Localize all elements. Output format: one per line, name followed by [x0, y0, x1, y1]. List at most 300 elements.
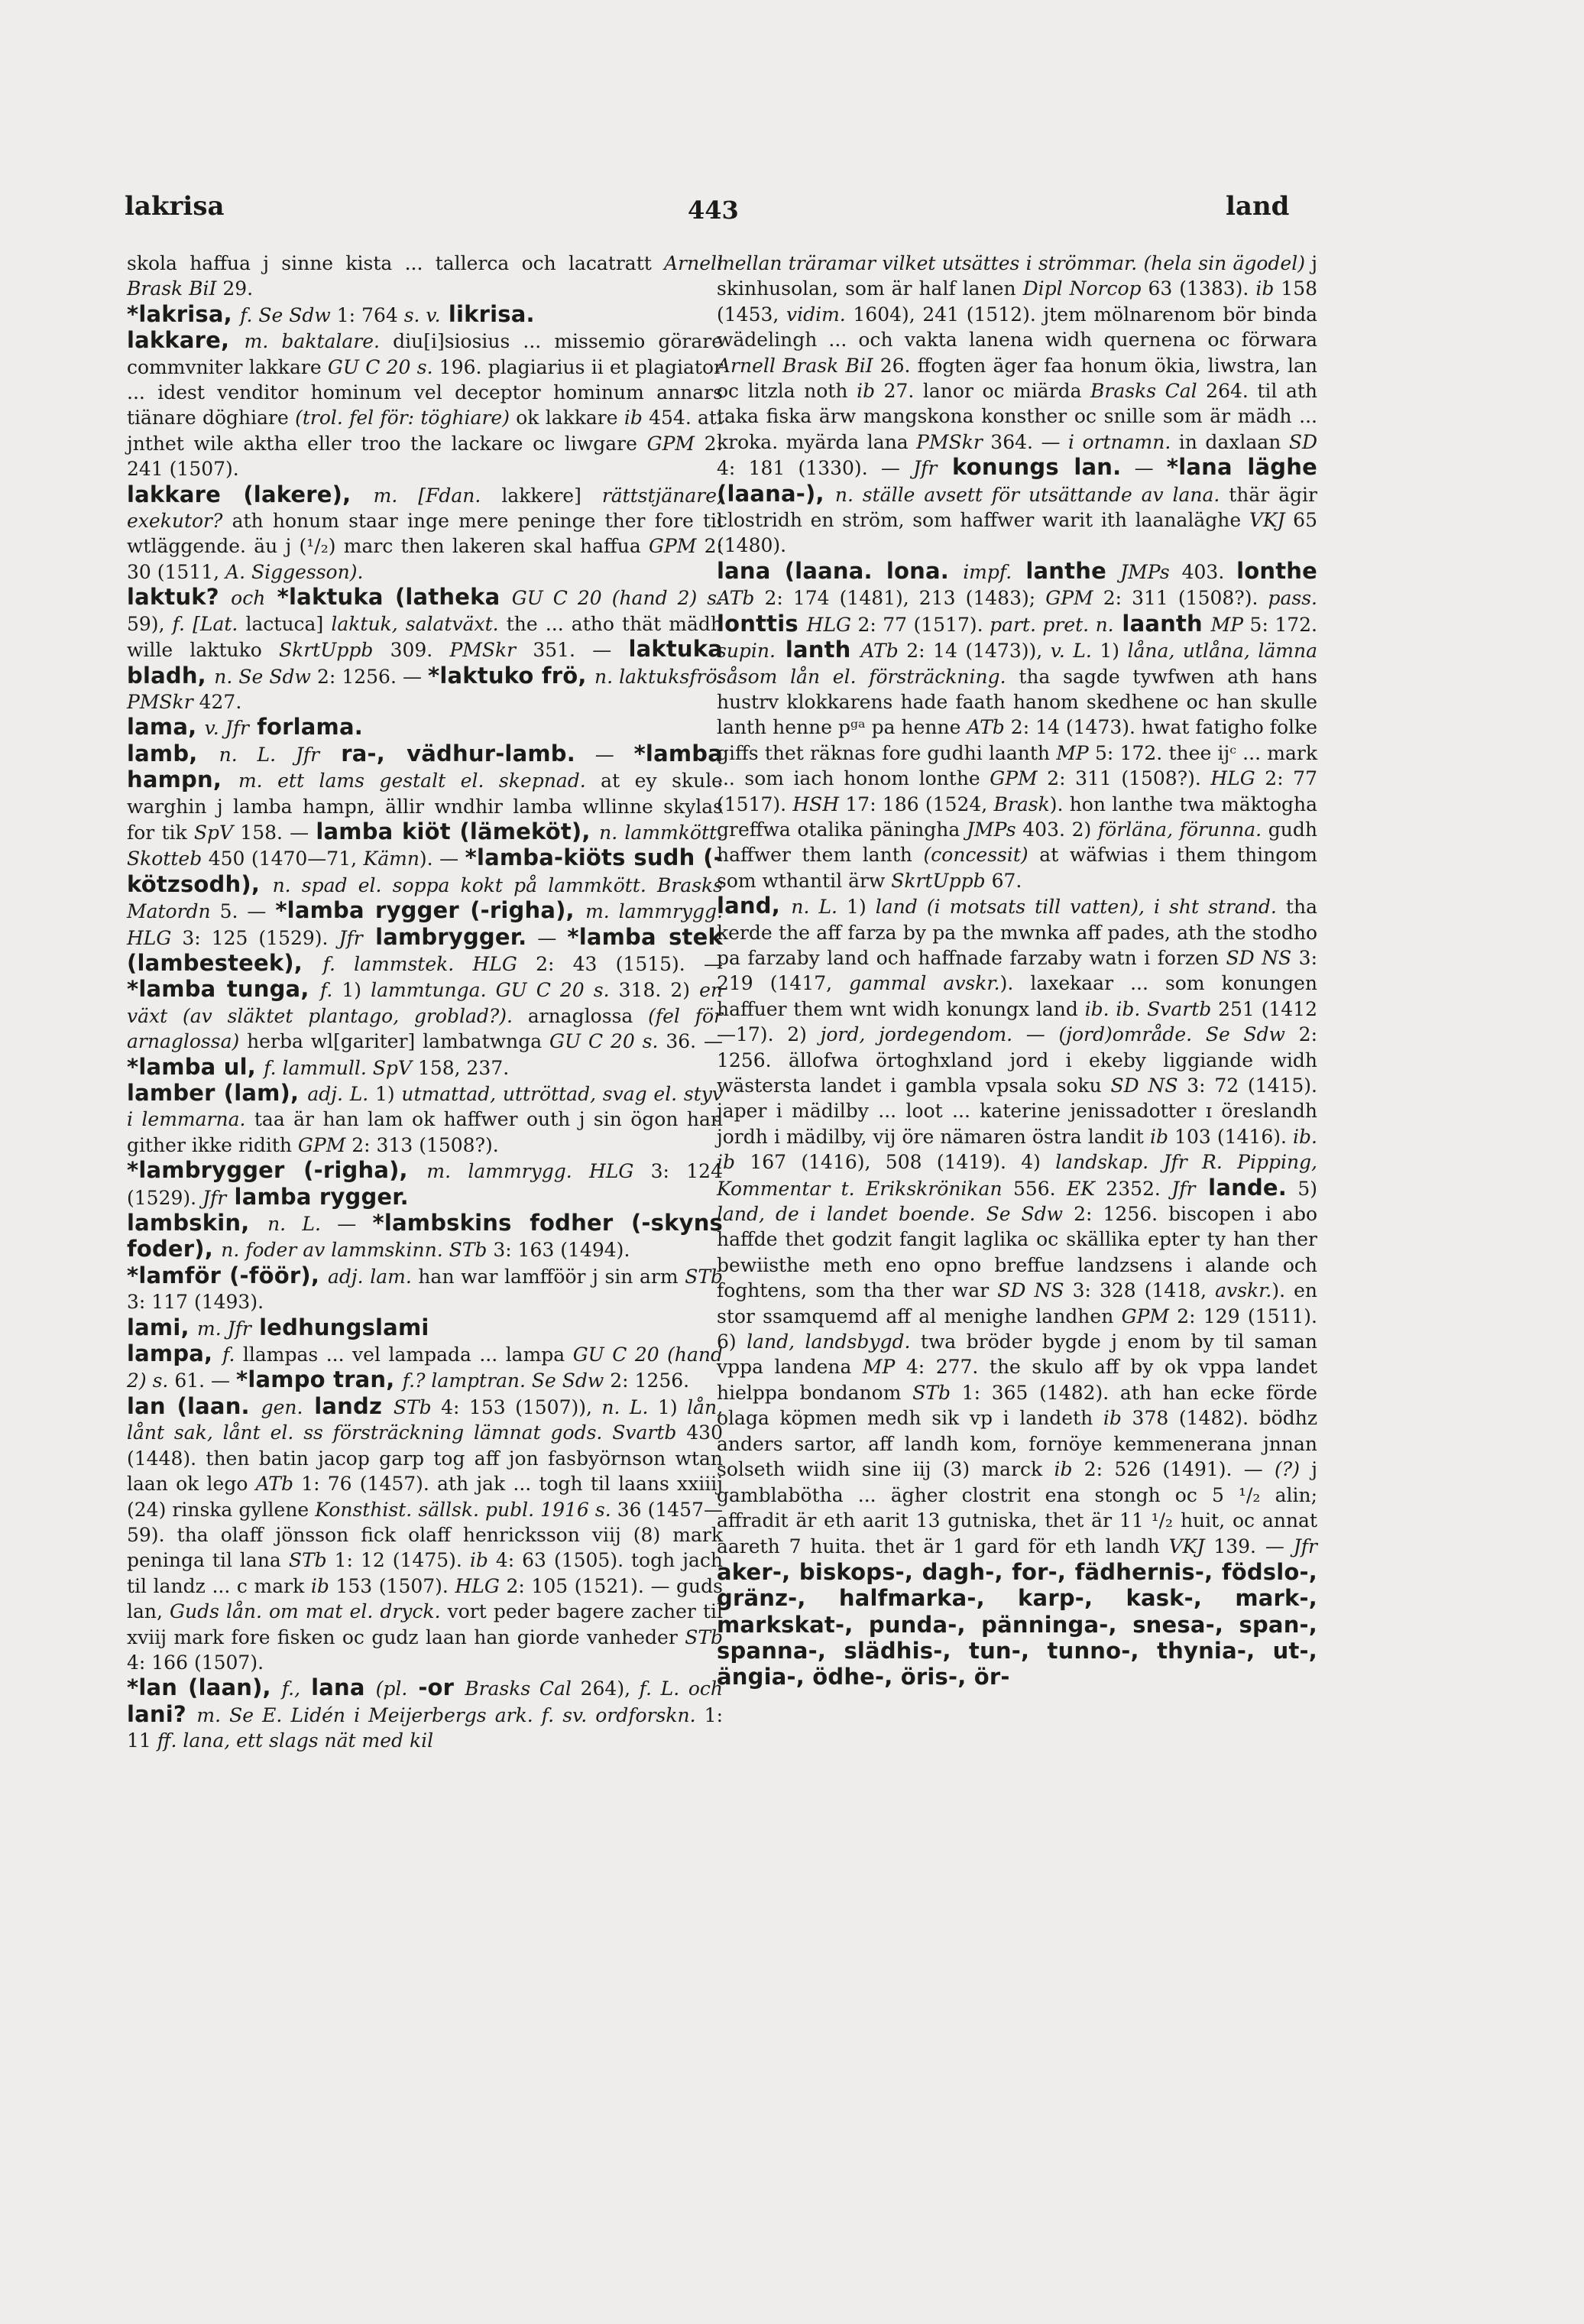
dictionary-entry [127, 715, 723, 741]
entry-text: 1: 11 [127, 1703, 723, 1752]
entry-italic-text: adj. L. [307, 1083, 369, 1105]
entry-italic-text: impf. [963, 560, 1012, 583]
entry-text: 2: 1256. [604, 1369, 690, 1392]
entry-headword: *laktuko frö, [428, 662, 594, 689]
entry-italic-text: v. Jfr [204, 717, 249, 740]
entry-text: — [526, 926, 568, 949]
entry-italic-text: GPM [1045, 587, 1093, 610]
entry-italic-text: f. [222, 1344, 235, 1366]
entry-text: 450 (1470—71, [202, 848, 364, 870]
entry-italic-text: Brasks Cal [465, 1677, 572, 1700]
entry-text: ). laxekaar ... som konungen haffuer them wnt widh konungx land [717, 972, 1318, 1020]
entry-italic-text: m. baktalare. [244, 330, 381, 353]
dictionary-entry [127, 741, 723, 1081]
entry-text: 153 (1507). [329, 1574, 455, 1597]
entry-headword: lamber (lam), [127, 1080, 308, 1106]
entry-italic-text: ib [1054, 1458, 1073, 1481]
entry-italic-text: GPM [1121, 1305, 1169, 1327]
entry-italic-text: n. spad el. soppa kokt på lammkött. Brasks Matordn [127, 874, 723, 923]
entry-text: at ey skule warghin j lamba hampn, ällir wndhir lamba wllinne skylas for tik [127, 770, 723, 844]
dictionary-entry [127, 1341, 723, 1394]
entry-italic-text: f., [281, 1677, 301, 1700]
entry-text: 103 (1416). [1168, 1125, 1294, 1148]
entry-headword: *lana läghe (laana-), [717, 454, 1317, 507]
entry-text: 4: 277. the skulo aff by ok vppa landet hielppa bondanom [717, 1356, 1318, 1404]
entry-italic-text: jord, jordegendom. — (jord)område. Se Sdw [820, 1023, 1285, 1046]
entry-italic-text: Jfr [1293, 1535, 1317, 1558]
entry-italic-text: landskap. Jfr R. Pipping, Kommentar t. Erikskrönikan [717, 1151, 1317, 1200]
dictionary-entry [127, 251, 723, 302]
entry-text: 251 (1412—17). 2) [717, 997, 1317, 1046]
entry-text: 378 (1482). bödhz anders sartor, aff landh kom, fornöye kemmenerana jnnan solseth wiidh sine iij (3) marck [717, 1407, 1317, 1481]
entry-italic-text: utmattad, uttröttad, svag el. styv i lemmarna. [127, 1083, 724, 1131]
entry-headword: lama, [127, 714, 205, 741]
entry-italic-text: land, de i landet boende. Se Sdw [717, 1203, 1064, 1226]
entry-text: arnaglossa [513, 1004, 649, 1027]
entry-italic-text: STb [288, 1549, 327, 1572]
entry-italic-text: PMSkr [449, 639, 517, 662]
entry-italic-text: PMSkr [916, 430, 983, 453]
entry-text: 1: 365 (1482). ath han ecke förde olaga köpmen medh sik vp i landeth [717, 1381, 1317, 1430]
dictionary-entry [127, 302, 723, 328]
entry-italic-text: (trol. fel för: töghiare) [295, 407, 510, 429]
entry-headword: laktuka bladh, [127, 636, 723, 689]
entry-text: 2: 241 (1507). [127, 432, 723, 481]
entry-headword: land, [717, 893, 792, 919]
dictionary-entry [127, 585, 723, 715]
entry-headword: *lampo tran, [236, 1366, 403, 1393]
right-column [717, 251, 1317, 1691]
entry-headword: *lamba rygger (-righa), [275, 897, 586, 924]
entry-italic-text: ib [310, 1574, 329, 1597]
entry-italic-text: (pl. [375, 1677, 408, 1700]
entry-text: 2: 526 (1491). — [1072, 1458, 1275, 1481]
entry-text: 1) [1091, 640, 1128, 663]
dictionary-entry [127, 1081, 723, 1158]
entry-italic-text: SD NS [997, 1279, 1064, 1302]
entry-text: 264. til ath taka fiska ärw mangskona konsther oc snille som är mädh ... kroka. myärda lana [717, 380, 1317, 453]
entry-italic-text: avskr. [1215, 1279, 1272, 1302]
entry-italic-text: land (i motsats till vatten), i sht strand. [875, 896, 1277, 919]
entry-headword: -or [407, 1674, 465, 1701]
entry-text: 27. lanor oc miärda [875, 380, 1091, 403]
entry-text: lactuca] [238, 612, 332, 635]
entry-text: 4: 153 (1507)), [431, 1395, 602, 1418]
entry-headword: lan (laan. [127, 1392, 261, 1419]
entry-headword: likrisa. [440, 300, 535, 327]
entry-italic-text: Arnell Brask BiI [127, 252, 723, 300]
entry-italic-text: m. lammrygg. HLG [127, 900, 723, 949]
entry-italic-text: ib [1103, 1407, 1122, 1430]
entry-italic-text: GPM [990, 767, 1038, 790]
entry-text: ). hon lanthe twa mäktogha greffwa otalika päningha [717, 792, 1318, 841]
entry-text: 3: 163 (1494). [487, 1239, 630, 1262]
dictionary-entry [127, 1158, 723, 1211]
entry-headword: laanth [1113, 610, 1211, 637]
entry-headword: konungs lan. [937, 454, 1122, 481]
entry-text: 2: 43 (1515). — [517, 952, 723, 975]
entry-italic-text: EK [1066, 1177, 1095, 1200]
entry-italic-text: GPM [649, 535, 697, 558]
entry-italic-text: gammal avskr. [849, 972, 1000, 995]
entry-italic-text: ib [469, 1549, 488, 1572]
entry-text: — [320, 1213, 373, 1236]
entry-italic-text: n. L. [601, 1395, 649, 1418]
entry-italic-text: SD NS [1110, 1074, 1178, 1097]
entry-text: 2: 311 (1508?). [1037, 767, 1211, 790]
entry-text: 1) [368, 1083, 402, 1105]
entry-text: tha sagde tywfwen ath hans hustrv klokkarens hade faath hanom skedhene oc han skulle lanth henne pᵍᵃ pa henne [717, 665, 1317, 739]
entry-text: 17: 186 (1524, [839, 792, 994, 815]
entry-italic-text: n. L. [791, 896, 837, 919]
left-column [127, 251, 723, 1754]
entry-text: 5: 172. thee ijᶜ ... mark ... som iach honom lonthe [717, 741, 1317, 790]
entry-text: 351. — [516, 639, 629, 662]
entry-text: 364. — [982, 430, 1068, 453]
entry-italic-text: HSH [792, 792, 840, 815]
entry-headword: aker-, biskops-, dagh-, for-, fädhernis-, födslo-, gränz-, halfmarka-, karp-, kask-, mark-, markskat-, punda-, pänninga-, snesa-, span-, spanna-, slädhis-, tun-, tunno-, thynia-, ut-, ängia-, ödhe-, öris-, ör- [717, 1558, 1317, 1690]
entry-headword: forlama. [248, 714, 363, 741]
entry-italic-text: VKJ [1168, 1535, 1205, 1558]
dictionary-entry [127, 1315, 723, 1341]
entry-italic-text: SD NS [1226, 946, 1292, 969]
entry-italic-text: STb [393, 1395, 432, 1418]
entry-italic-text: VKJ [1249, 509, 1285, 532]
entry-headword: lana [300, 1674, 376, 1701]
entry-text: 2: 14 (1473)), [898, 640, 1051, 663]
entry-text: diu[i]siosius ... missemio görare commvniter lakkare [127, 330, 723, 378]
entry-headword: lani? [127, 1700, 197, 1727]
entry-headword: *lamba stek (lambesteek), [127, 923, 723, 976]
entry-italic-text: GU C 20 (hand 2) s. [511, 587, 724, 610]
entry-text: 65 (1480). [717, 509, 1317, 557]
entry-italic-text: GPM [646, 432, 695, 455]
entry-text: 1) [332, 979, 371, 1002]
entry-italic-text: rättstjänare, exekutor? [127, 484, 723, 533]
entry-italic-text: en växt (av släktet plantago, groblad?). [127, 979, 724, 1027]
entry-text: 318. 2) [609, 979, 700, 1002]
entry-headword: *lakrisa, [127, 300, 241, 327]
entry-text: 4: 181 (1330). — [717, 457, 914, 480]
entry-italic-text: A. Siggesson). [225, 560, 364, 583]
entry-headword: lambrygger. [362, 923, 527, 950]
entry-italic-text: ib [1149, 1125, 1168, 1148]
entry-italic-text: f.? lamptran. Se Sdw [402, 1369, 604, 1392]
entry-text: 2: 313 (1508?). [345, 1133, 499, 1156]
entry-text: 59), [127, 612, 173, 635]
entry-text: 454. ati jnthet wile aktha eller troo the lackare oc liwgare [127, 407, 723, 455]
entry-headword: *lamba ul, [127, 1053, 264, 1080]
entry-text: 26. ffogten äger faa honum ökia, liwstra, lan oc litzla noth [717, 354, 1317, 403]
entry-italic-text: Brask [993, 792, 1050, 815]
entry-italic-text: ib [857, 380, 876, 403]
entry-italic-text: STb [912, 1381, 951, 1404]
entry-text: 5) [1286, 1177, 1318, 1200]
entry-text: 2: 1256. — [310, 665, 428, 688]
entry-text: 3: 219 (1417, [717, 946, 1317, 995]
entry-italic-text: f. L. och [639, 1677, 723, 1700]
entry-text: taa är han lam ok haffwer outh j sin ögon han gither ikke ridith [127, 1108, 723, 1156]
entry-italic-text: Konsthist. sällsk. publ. 1916 s. [315, 1498, 611, 1521]
entry-italic-text: ib [1255, 277, 1275, 300]
entry-headword: *lamba hampn, [127, 740, 723, 793]
entry-headword: lanthe [1012, 557, 1121, 584]
entry-text: — [1121, 457, 1167, 480]
entry-text: 2: 1256. biscopen i abo haffde thet godzit fangit laglika oc skällika epter ty han ther bewiisthe meth eno opno breffue landzsens i alande och foghtens, som tha ther war [717, 1203, 1317, 1302]
dictionary-entry [127, 482, 723, 585]
entry-text: in daxlaan [1171, 430, 1289, 453]
entry-italic-text: n. ställe avsett för utsättande av lana. [834, 483, 1220, 506]
entry-text: 1: 76 (1457). ath jak ... togh til laans xxiiij (24) rinska gyllene [127, 1473, 723, 1521]
entry-italic-text: STb [685, 1626, 723, 1648]
entry-italic-text: s. v. [403, 303, 441, 326]
entry-italic-text: supin. [717, 640, 776, 663]
entry-text: 3: 125 (1529). [171, 926, 339, 949]
entry-headword: lami, [127, 1314, 197, 1340]
entry-italic-text: lammtunga. GU C 20 s. [371, 979, 610, 1002]
entry-headword: *lamför (-föör), [127, 1262, 329, 1288]
entry-italic-text: ib [624, 407, 643, 429]
entry-text: 2: 311 (1508?). [1093, 587, 1268, 610]
entry-italic-text: adj. lam. [328, 1265, 412, 1288]
entry-text: at wäfwias i them thingom som wthantil ärw [717, 844, 1317, 892]
entry-headword: *laktuka (latheka [265, 584, 512, 611]
entry-text: the ... atho thät mädh wille laktuko [127, 612, 723, 662]
entry-text: — [575, 743, 634, 766]
entry-italic-text: f. lammull. SpV [264, 1056, 412, 1079]
entry-italic-text: Brasks Cal [1090, 380, 1197, 403]
entry-italic-text: STb [685, 1265, 724, 1288]
dictionary-entry [717, 893, 1317, 1691]
entry-italic-text: ATb [967, 716, 1005, 739]
entry-italic-text: land, landsbygd. [747, 1331, 911, 1353]
entry-headword: *lamba tunga, [127, 976, 320, 1003]
left-headword: lakrisa [125, 191, 225, 222]
entry-headword: lakkare, [127, 327, 245, 354]
entry-headword: *lambskins fodher (-skyns foder), [127, 1210, 723, 1262]
entry-text: skola haffua j sinne kista ... tallerca och lacatratt [127, 252, 665, 274]
entry-text: 158, 237. [411, 1056, 510, 1079]
dictionary-entry [717, 251, 1317, 559]
entry-headword: lambskin, [127, 1210, 268, 1237]
entry-text: 2: 77 (1517). [851, 613, 990, 636]
entry-italic-text: m. lammrygg. HLG [426, 1160, 634, 1183]
entry-italic-text: part. pret. n. [990, 613, 1114, 636]
entry-text: herba wl[gariter] lambatwnga [239, 1030, 550, 1053]
entry-headword: lande. [1195, 1174, 1287, 1201]
entry-text: twa bröder bygde j enom by til saman vppa landena [717, 1331, 1317, 1379]
entry-text: 3: 72 (1415). japer i mädilby ... loot ... katerine jenissadotter ɪ öreslandh jordh i mädilby, vij öre nämaren östra landit [717, 1074, 1317, 1148]
entry-text: 29. [216, 277, 254, 300]
entry-italic-text: Kämn [363, 848, 419, 870]
entry-italic-text: SD [1288, 430, 1317, 453]
entry-italic-text: GU C 20 (hand 2) s. [127, 1344, 724, 1392]
entry-italic-text: Jfr [339, 926, 363, 949]
dictionary-entry [127, 1263, 723, 1315]
entry-text: 67. [985, 869, 1022, 892]
entry-text: 139. — [1204, 1535, 1294, 1558]
entry-text: 309. [373, 639, 450, 662]
entry-text: 36 (1457—59). tha olaff jönsson fick olaff henricksson viij (8) mark peninga til lana [127, 1498, 723, 1572]
entry-italic-text: (?) [1275, 1458, 1300, 1481]
entry-italic-text: ib. ib [717, 1125, 1317, 1174]
entry-headword: *lambrygger (-righa), [127, 1157, 427, 1184]
entry-italic-text: gen. [261, 1395, 303, 1418]
entry-italic-text: GU C 20 s. [549, 1030, 659, 1053]
entry-text: 430 (1448). then batin jacop garp tog aff jon fasbyörnson wtan laan ok lego [127, 1421, 723, 1496]
entry-headword: landz [303, 1392, 394, 1419]
entry-text: 3: 328 (1418, [1064, 1279, 1216, 1302]
entry-headword: lamba rygger. [226, 1183, 409, 1210]
entry-headword: laktuk? [127, 584, 232, 611]
entry-text: tha kerde the aff farza by pa the mwnka aff pades, ath the stodho pa farzaby land och haffnade farzaby watn i forzen [717, 896, 1317, 969]
entry-headword: lakkare (lakere), [127, 481, 374, 507]
entry-italic-text: MP [862, 1356, 896, 1379]
entry-text: 1: 12 (1475). [326, 1549, 470, 1572]
entry-text: 556. [1002, 1177, 1067, 1200]
entry-italic-text: mellan träramar vilket utsättes i strömmar. (hela sin ägodel) [717, 252, 1305, 274]
entry-italic-text: Jfr [202, 1186, 227, 1209]
entry-italic-text: m. [Fdan. [373, 484, 481, 507]
entry-italic-text: ATb [255, 1473, 293, 1496]
entry-text: 167 (1416), 508 (1419). 4) [735, 1151, 1056, 1174]
entry-italic-text: Jfr [913, 457, 938, 480]
entry-text: 1) [837, 896, 876, 919]
entry-italic-text: lån, lånt sak, lånt el. ss försträckning lämnat gods. Svartb [127, 1395, 724, 1444]
entry-headword: lana (laana. lona. [717, 557, 964, 584]
entry-headword: lamb, [127, 740, 219, 767]
entry-text: j gamblabötha ... ägher clostrit ena stongh oc 5 ¹/₂ alin; affradit är eth aarit 13 gutniska, thet är 11 ¹/₂ huit, oc annat aareth 7 huita. thet är 1 gard för eth landh [717, 1458, 1317, 1558]
entry-text: 5. — [210, 900, 276, 923]
entry-headword: *lan (laan), [127, 1674, 282, 1701]
entry-text: vort peder bagere zacher til xviij mark fore fisken oc gudz laan han giorde vanheder [127, 1600, 723, 1648]
dictionary-entry [127, 328, 723, 481]
entry-italic-text: MP [1210, 613, 1244, 636]
entry-italic-text: och [231, 587, 266, 610]
entry-text: 2: 105 (1521). — guds lan, [127, 1574, 723, 1623]
entry-text: llampas ... vel lampada ... lampa [235, 1344, 573, 1366]
entry-italic-text: (concessit) [923, 844, 1028, 867]
entry-italic-text: v. L. [1050, 640, 1092, 663]
entry-text: gudh haffwer them lanth [717, 818, 1317, 867]
entry-text: han war lamfföör j sin arm [411, 1265, 685, 1288]
entry-text: lakkere] [481, 484, 602, 507]
entry-italic-text: Arnell Brask BiI [717, 354, 873, 377]
entry-text: 2: 174 (1481), 213 (1483); [754, 587, 1046, 610]
dictionary-entry [717, 559, 1317, 893]
entry-headword: lonthe [1236, 557, 1318, 584]
entry-text: 5: 172. [1243, 613, 1317, 636]
entry-italic-text: laktuk, salatväxt. [331, 612, 499, 635]
entry-italic-text: ib. ib. Svartb [1084, 997, 1212, 1020]
entry-italic-text: Dipl Norcop [1022, 277, 1142, 300]
entry-italic-text: JMPs [966, 818, 1016, 841]
entry-italic-text: ATb [860, 640, 899, 663]
dictionary-entry [127, 1394, 723, 1675]
entry-italic-text: n. laktuksfrö. PMSkr [127, 665, 724, 713]
entry-text: 1: 764 [330, 303, 404, 326]
entry-text: 403. 2) [1016, 818, 1098, 841]
entry-text: 403. [1169, 560, 1237, 583]
entry-headword: lonttis [717, 610, 807, 637]
entry-italic-text: n. L. [267, 1213, 321, 1236]
entry-italic-text: förläna, förunna. [1097, 818, 1262, 841]
entry-headword: lamba kiöt (lämeköt), [316, 818, 600, 844]
entry-text: 1604), 241 (1512). jtem mölnarenom bör binda wädelingh ... och vakta lanena widh quernena oc förwara [717, 303, 1317, 352]
entry-headword: ra-, vädhur-lamb. [319, 740, 575, 767]
entry-headword: lanth [775, 637, 861, 663]
entry-italic-text: HLG [1210, 767, 1255, 790]
entry-italic-text: m. Jfr [196, 1317, 251, 1340]
entry-text: ). en stor ssamquemd aff al menighe landhen [717, 1279, 1318, 1327]
entry-italic-text: m. ett lams gestalt el. skepnad. [238, 770, 586, 792]
entry-text: j skinhusolan, som är half lanen [717, 252, 1318, 300]
entry-italic-text: HLG [455, 1574, 500, 1597]
entry-italic-text: n. foder av lammskinn. STb [221, 1239, 488, 1262]
entry-text: ath honum staar inge mere peninge ther fore til wtläggende. äu j (¹/₂) marc then lakeren skal haffua [127, 510, 723, 558]
entry-text: 2: 77 (1517). [717, 767, 1317, 815]
right-headword: land [1226, 191, 1290, 222]
entry-italic-text: SkrtUppb [279, 639, 374, 662]
entry-text: ). — [419, 848, 465, 870]
entry-text: 2: 129 (1511). 6) [717, 1305, 1317, 1353]
entry-text: 2352. [1094, 1177, 1172, 1200]
entry-italic-text: i ortnamn. [1067, 430, 1171, 453]
entry-text: 196. plagiarius ii et plagiator ... idest venditor hominum vel deceptor hominum annars tiänare döghiare [127, 355, 723, 429]
dictionary-entry [127, 1211, 723, 1263]
page-number: 443 [688, 196, 739, 225]
entry-italic-text: Jfr [1171, 1177, 1196, 1200]
entry-text: 2: 14 (1473). hwat fatigho folke giffs thet räknas fore gudhi laanth [717, 716, 1317, 764]
entry-italic-text: GPM [297, 1133, 346, 1156]
entry-italic-text: SpV [193, 821, 234, 844]
entry-italic-text: pass. [1268, 587, 1317, 610]
entry-italic-text: f. Se Sdw [240, 303, 331, 326]
entry-italic-text: GU C 20 s. [327, 355, 433, 378]
entry-italic-text: f. [Lat. [172, 612, 238, 635]
entry-headword: *lamba-kiöts sudh (-kötzsodh), [127, 844, 723, 897]
entry-text: 2: 30 (1511, [127, 535, 723, 583]
entry-italic-text: MP [1056, 741, 1089, 764]
entry-text: 4: 166 (1507). [127, 1651, 264, 1674]
entry-italic-text: Guds lån. om mat el. dryck. [170, 1600, 441, 1623]
page-header [0, 191, 1584, 225]
entry-text: 3: 117 (1493). [127, 1291, 264, 1314]
entry-italic-text: (fel för arnaglossa) [127, 1004, 724, 1053]
entry-text: 61. — [168, 1369, 236, 1392]
entry-italic-text: SkrtUppb [891, 869, 986, 892]
entry-text: 427. [193, 690, 242, 713]
entry-text: 4: 63 (1505). togh jach til landz ... c mark [127, 1549, 723, 1597]
entry-text: 2: 1256. ällofwa örtoghxland jord i ekeby liggiande widh wästersta landet i gambla vpsala soku [717, 1023, 1317, 1097]
entry-text: 158 (1453, [717, 277, 1318, 326]
entry-text: 36. — [658, 1030, 723, 1053]
entry-italic-text: n. Se Sdw [214, 665, 311, 688]
dictionary-entry [127, 1675, 723, 1753]
entry-italic-text: HLG [806, 613, 852, 636]
entry-italic-text: f. lammstek. HLG [322, 952, 517, 975]
entry-text: 1) [648, 1395, 688, 1418]
entry-italic-text: låna, utlåna, lämna såsom lån el. försträckning. [717, 640, 1317, 688]
entry-italic-text: m. Se E. Lidén i Meijerbergs ark. f. sv. ordforskn. [196, 1703, 696, 1726]
entry-italic-text: vidim. [786, 303, 846, 326]
entry-italic-text: n. lammkött. Skotteb [127, 821, 723, 870]
entry-text: 3: 124 (1529). [127, 1160, 723, 1209]
entry-text: 158. — [233, 821, 316, 844]
entry-text: ok lakkare [509, 407, 624, 429]
entry-italic-text: JMPs [1120, 560, 1170, 583]
entry-italic-text: ATb [717, 587, 755, 610]
